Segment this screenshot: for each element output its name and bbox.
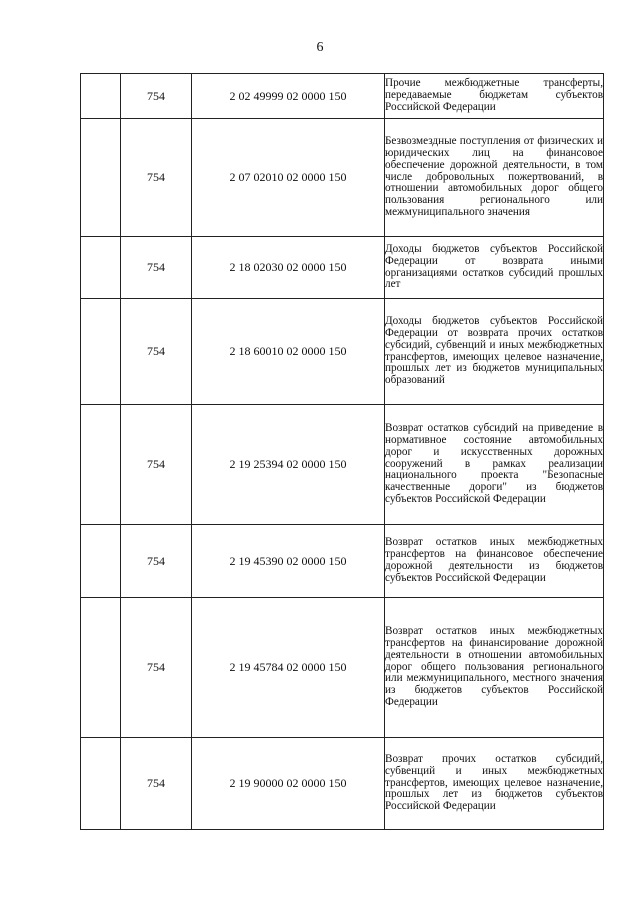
description-cell — [385, 405, 604, 525]
table-row — [81, 598, 604, 738]
admin-code-cell: 754 — [121, 598, 192, 738]
table-row — [81, 119, 604, 237]
empty-cell — [81, 738, 121, 830]
admin-code-cell: 754 — [121, 299, 192, 405]
description-text: Возврат остатков иных межбюджетных трансфертов на финансирование дорожной деятельности в отношении автомобильных дорог общего пользования регионального или межмуниципального, местного значения из бюджетов субъектов Российской Федерации — [385, 625, 603, 708]
description-text: Безвозмездные поступления от физических и юридических лиц на финансовое обеспечение дорожной деятельности, в том числе добровольных пожертвований, в отношении автомобильных дорог общего пользования регионального или межмуниципального значения — [385, 135, 603, 218]
description-text: Возврат остатков субсидий на приведение в нормативное состояние автомобильных дорог и искусственных дорожных сооружений в рамках реализации национального проекта "Безопасные качественные дороги" из бюджетов субъектов Российской Федерации — [385, 422, 603, 505]
table-row — [81, 237, 604, 299]
description-text: Возврат остатков иных межбюджетных трансфертов на финансовое обеспечение дорожной деятельности из бюджетов субъектов Российской Федерации — [385, 536, 603, 584]
budget-code-cell: 2 18 02030 02 0000 150 — [192, 237, 385, 299]
admin-code-cell: 754 — [121, 74, 192, 119]
description-cell — [385, 74, 604, 119]
table-row — [81, 74, 604, 119]
budget-classification-table — [80, 73, 604, 830]
admin-code-cell: 754 — [121, 119, 192, 237]
budget-code-cell: 2 19 25394 02 0000 150 — [192, 405, 385, 525]
description-cell — [385, 299, 604, 405]
description-cell — [385, 237, 604, 299]
empty-cell — [81, 299, 121, 405]
budget-code-cell: 2 19 45784 02 0000 150 — [192, 598, 385, 738]
budget-code-cell: 2 07 02010 02 0000 150 — [192, 119, 385, 237]
description-text: Доходы бюджетов субъектов Российской Федерации от возврата иными организациями остатков субсидий прошлых лет — [385, 242, 603, 291]
description-cell — [385, 525, 604, 598]
table-row — [81, 738, 604, 830]
admin-code-cell: 754 — [121, 738, 192, 830]
description-text: Возврат прочих остатков субсидий, субвенций и иных межбюджетных трансфертов, имеющих целевое назначение, прошлых лет из бюджетов субъектов Российской Федерации — [385, 753, 603, 813]
budget-code-cell: 2 19 90000 02 0000 150 — [192, 738, 385, 830]
empty-cell — [81, 598, 121, 738]
budget-code-cell: 2 02 49999 02 0000 150 — [192, 74, 385, 119]
budget-code-cell: 2 19 45390 02 0000 150 — [192, 525, 385, 598]
empty-cell — [81, 405, 121, 525]
table-row — [81, 525, 604, 598]
empty-cell — [81, 119, 121, 237]
empty-cell — [81, 237, 121, 299]
empty-cell — [81, 74, 121, 119]
description-cell — [385, 119, 604, 237]
description-text: Прочие межбюджетные трансферты, передаваемые бюджетам субъектов Российской Федерации — [385, 77, 603, 113]
description-cell — [385, 598, 604, 738]
page-number: 6 — [316, 40, 324, 55]
description-text: Доходы бюджетов субъектов Российской Федерации от возврата прочих остатков субсидий, субвенций и иных межбюджетных трансфертов, имеющих целевое назначение, прошлых лет из бюджетов муниципальных образований — [385, 315, 603, 387]
table-row — [81, 299, 604, 405]
empty-cell — [81, 525, 121, 598]
admin-code-cell: 754 — [121, 525, 192, 598]
admin-code-cell: 754 — [121, 237, 192, 299]
table-row — [81, 405, 604, 525]
admin-code-cell: 754 — [121, 405, 192, 525]
description-cell — [385, 738, 604, 830]
budget-code-cell: 2 18 60010 02 0000 150 — [192, 299, 385, 405]
